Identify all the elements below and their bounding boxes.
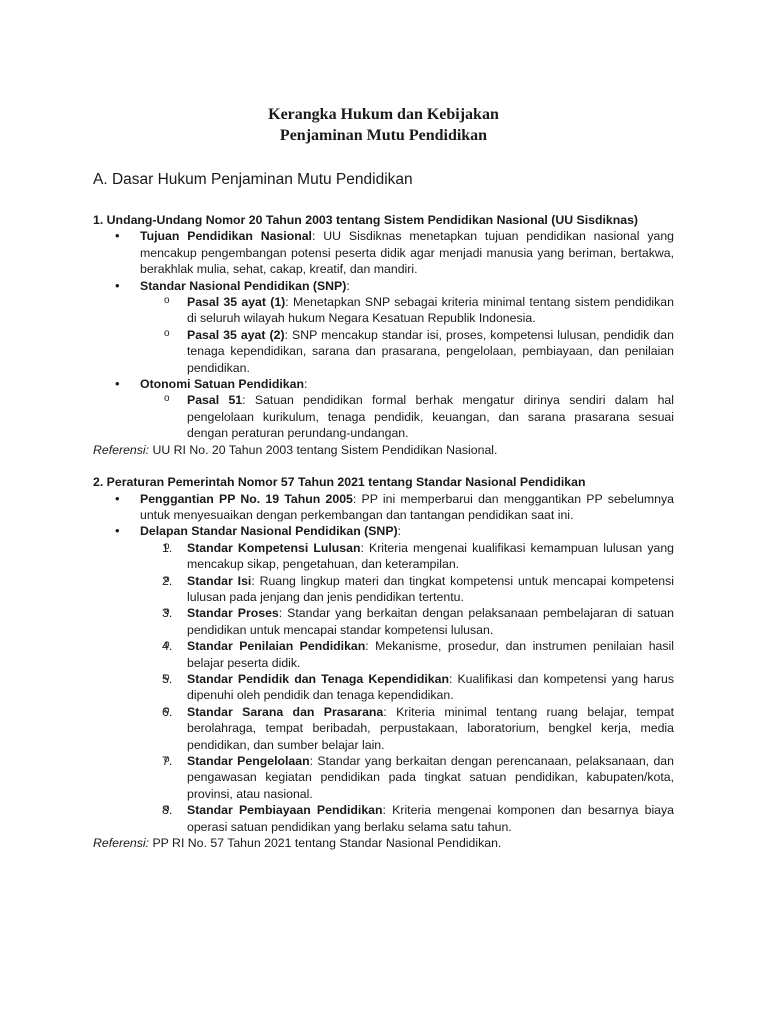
item-number: o 5. [162,671,173,686]
title-line-1: Kerangka Hukum dan Kebijakan [268,106,499,123]
numbered-item [140,638,674,671]
sub-text: : SNP mencakup standar isi, proses, kompetensi lulusan, pendidik dan tenaga kependidikan, sarana dan prasarana, pengelolaan, pembiayaan, dan penilaian pendidikan. [187,327,674,375]
numbered-item [140,802,674,835]
bullet-text: : [346,278,350,293]
sub-text: : Menetapkan SNP sebagai kriteria minimal tentang sistem pendidikan di seluruh wilayah hukum Negara Kesatuan Republik Indonesia. [187,295,674,326]
list-item [93,278,674,376]
numbered-item [140,605,674,638]
part-2-reference [93,835,674,851]
item-label: Standar Pembiayaan Pendidikan [187,803,383,818]
part-1-bullet-list [93,228,674,441]
item-label: Standar Kompetensi Lulusan [187,540,361,555]
item-label: Standar Pendidik dan Tenaga Kependidikan [187,671,449,686]
bullet-label: Standar Nasional Pendidikan (SNP) [140,278,347,293]
spacer [93,458,674,474]
item-text: : Standar yang berkaitan dengan perencanaan, pelaksanaan, dan pengawasan kegiatan pendidikan pada tingkat satuan pendidikan, kabupaten/kota, provinsi, atau nasional. [187,754,674,801]
sub-text: : Satuan pendidikan formal berhak mengatur dirinya sendiri dalam hal pengelolaan kurikulum, tenaga pendidik, keuangan, dan sarana prasarana sesuai dengan peraturan perundang-undangan. [187,393,674,441]
bullet-text: : [397,524,402,539]
bullet-label: Tujuan Pendidikan Nasional [140,229,312,244]
reference-text: UU RI No. 20 Tahun 2003 tentang Sistem Pendidikan Nasional. [149,442,498,457]
sub-list [93,392,674,441]
numbered-item [140,540,674,573]
item-text: : Kriteria mengenai komponen dan besarnya biaya operasi satuan pendidikan yang berlaku selama satu tahun. [187,803,674,834]
item-text: : Standar yang berkaitan dengan pelaksanaan pembelajaran di satuan pendidikan untuk mencapai standar kompetensi lulusan. [187,606,674,637]
bullet-label: Otonomi Satuan Pendidikan [140,377,304,392]
item-text: : Mekanisme, prosedur, dan instrumen penilaian hasil belajar peserta didik. [187,639,674,670]
part-2-bullet-list [93,491,674,836]
sub-label: Pasal 35 ayat (2) [187,327,285,342]
list-item [93,376,674,442]
sub-list-item [140,327,674,376]
item-label: Standar Proses [187,606,279,621]
item-text: : Ruang lingkup materi dan tingkat kompetensi untuk mencapai kompetensi lulusan pada jenjang dan jenis pendidikan tertentu. [187,573,674,604]
sub-label: Pasal 35 ayat (1) [187,295,286,310]
numbered-item [140,704,674,753]
numbered-item [140,753,674,802]
snp-numbered-list [93,540,674,835]
item-number: o 7. [162,754,173,768]
bullet-text: : PP ini memperbarui dan menggantikan PP sebelumnya untuk menyesuaikan dengan perkembangan dan tantangan pendidikan saat ini. [140,491,674,522]
bullet-label: Delapan Standar Nasional Pendidikan (SNP) [140,524,398,539]
item-text: : Kriteria mengenai kualifikasi kemampuan lulusan yang mencakup sikap, pengetahuan, dan keterampilan. [187,540,674,572]
item-label: Standar Sarana dan Prasarana [187,704,384,719]
bullet-label: Penggantian PP No. 19 Tahun 2005 [140,491,353,506]
item-label: Standar Isi [187,573,252,588]
sub-list-item [140,392,674,441]
item-number: o 2. [162,573,173,588]
sub-list [93,294,674,376]
list-item [93,228,674,277]
item-text: : Kualifikasi dan kompetensi yang harus dipenuhi oleh pendidik dan tenaga kependidikan. [187,671,674,703]
section-a-heading: A. Dasar Hukum Penjaminan Mutu Pendidikan [93,171,413,188]
reference-text: PP RI No. 57 Tahun 2021 tentang Standar Nasional Pendidikan. [149,836,502,851]
item-label: Standar Pengelolaan [187,754,310,768]
bullet-text: : UU Sisdiknas menetapkan tujuan pendidikan nasional yang mencakup pengembangan potensi peserta didik agar menjadi manusia yang beriman, bertakwa, berakhlak mulia, sehat, cakap, kreatif, dan mandiri. [140,229,674,277]
part-2-pp-57-2021 [93,474,674,851]
list-item [93,523,674,835]
sub-list-item [140,294,674,327]
title-line-2: Penjaminan Mutu Pendidikan [279,127,488,144]
item-number: o 4. [162,639,173,654]
list-item [93,491,674,524]
reference-label: Referensi: [93,442,150,457]
item-number: o 8. [162,803,173,818]
item-number: o 1. [162,540,173,555]
part-1-title: 1. Undang-Undang Nomor 20 Tahun 2003 tentang Sistem Pendidikan Nasional (UU Sisdiknas) [93,213,639,227]
numbered-item [140,671,674,704]
item-text: : Kriteria minimal tentang ruang belajar, tempat berolahraga, tempat beribadah, perpustakaan, laboratorium, bengkel kerja, media pendidikan, dan sumber belajar lain. [187,704,675,752]
part-1-reference [93,442,674,458]
sub-label: Pasal 51 [187,393,243,408]
reference-label: Referensi: [93,836,150,851]
numbered-item [140,573,674,606]
part-2-title: 2. Peraturan Pemerintah Nomor 57 Tahun 2021 tentang Standar Nasional Pendidikan [93,475,586,490]
document-title [93,104,674,146]
item-label: Standar Penilaian Pendidikan [187,639,366,654]
part-1-uu-sisdiknas [93,212,674,458]
bullet-text: : [303,377,308,392]
item-number: o 3. [162,606,173,621]
item-number: o 6. [162,704,173,719]
